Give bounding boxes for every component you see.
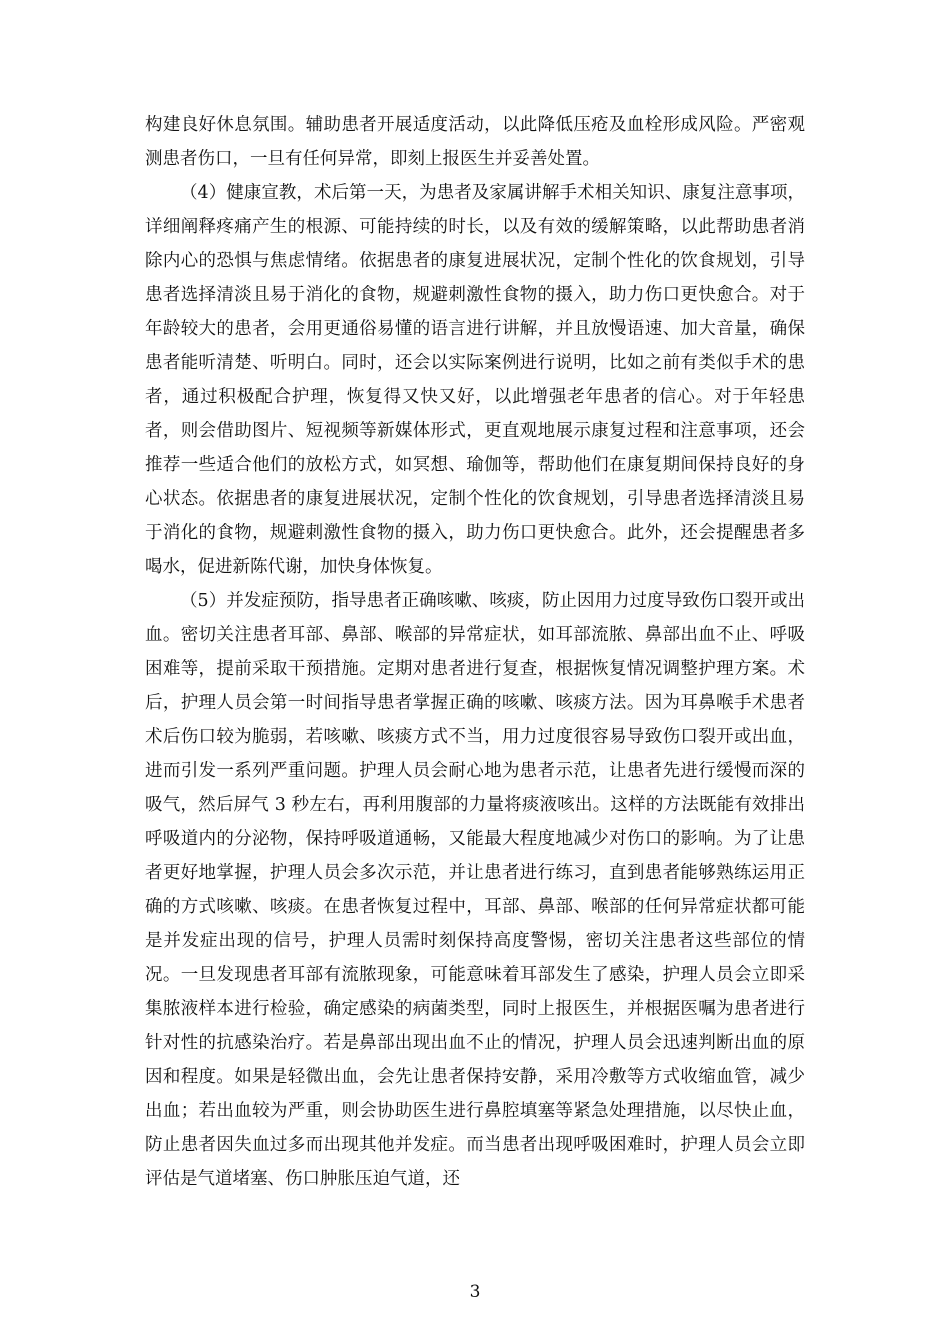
paragraph-health-education: （4）健康宣教，术后第一天，为患者及家属讲解手术相关知识、康复注意事项，详细阐释疼痛产生的根源、可能持续的时长，以及有效的缓解策略，以此帮助患者消除内心的恐惧与焦虑情绪。依据患者的康复进展状况，定制个性化的饮食规划，引导患者选择清淡且易于消化的食物，规避刺激性食物的摄入，助力伤口更快愈合。对于年龄较大的患者，会用更通俗易懂的语言进行讲解，并且放慢语速、加大音量，确保患者能听清楚、听明白。同时，还会以实际案例进行说明，比如之前有类似手术的患者，通过积极配合护理，恢复得又快又好，以此增强老年患者的信心。对于年轻患者，则会借助图片、短视频等新媒体形式，更直观地展示康复过程和注意事项，还会推荐一些适合他们的放松方式，如冥想、瑜伽等，帮助他们在康复期间保持良好的身心状态。依据患者的康复进展状况，定制个性化的饮食规划，引导患者选择清淡且易于消化的食物，规避刺激性食物的摄入，助力伤口更快愈合。此外，还会提醒患者多喝水，促进新陈代谢，加快身体恢复。 — [145, 183, 805, 577]
paragraph-continuation: 构建良好休息氛围。辅助患者开展适度活动，以此降低压疮及血栓形成风险。严密观测患者伤口，一旦有任何异常，即刻上报医生并妥善处置。 — [145, 115, 805, 169]
paragraph-complication-prevention: （5）并发症预防，指导患者正确咳嗽、咳痰，防止因用力过度导致伤口裂开或出血。密切关注患者耳部、鼻部、喉部的异常症状，如耳部流脓、鼻部出血不止、呼吸困难等，提前采取干预措施。定期对患者进行复查，根据恢复情况调整护理方案。术后，护理人员会第一时间指导患者掌握正确的咳嗽、咳痰方法。因为耳鼻喉手术患者术后伤口较为脆弱，若咳嗽、咳痰方式不当，用力过度很容易导致伤口裂开或出血，进而引发一系列严重问题。护理人员会耐心地为患者示范，让患者先进行缓慢而深的吸气，然后屏气 3 秒左右，再利用腹部的力量将痰液咳出。这样的方法既能有效排出呼吸道内的分泌物，保持呼吸道通畅，又能最大程度地减少对伤口的影响。为了让患者更好地掌握，护理人员会多次示范，并让患者进行练习，直到患者能够熟练运用正确的方式咳嗽、咳痰。在患者恢复过程中，耳部、鼻部、喉部的任何异常症状都可能是并发症出现的信号，护理人员需时刻保持高度警惕，密切关注患者这些部位的情况。一旦发现患者耳部有流脓现象，可能意味着耳部发生了感染，护理人员会立即采集脓液样本进行检验，确定感染的病菌类型，同时上报医生，并根据医嘱为患者进行针对性的抗感染治疗。若是鼻部出现出血不止的情况，护理人员会迅速判断出血的原因和程度。如果是轻微出血，会先让患者保持安静，采用冷敷等方式收缩血管，减少出血；若出血较为严重，则会协助医生进行鼻腔填塞等紧急处理措施，以尽快止血，防止患者因失血过多而出现其他并发症。而当患者出现呼吸困难时，护理人员会立即评估是气道堵塞、伤口肿胀压迫气道，还 — [145, 591, 805, 1189]
body-text — [145, 108, 805, 1196]
page-number: 3 — [469, 1282, 481, 1302]
